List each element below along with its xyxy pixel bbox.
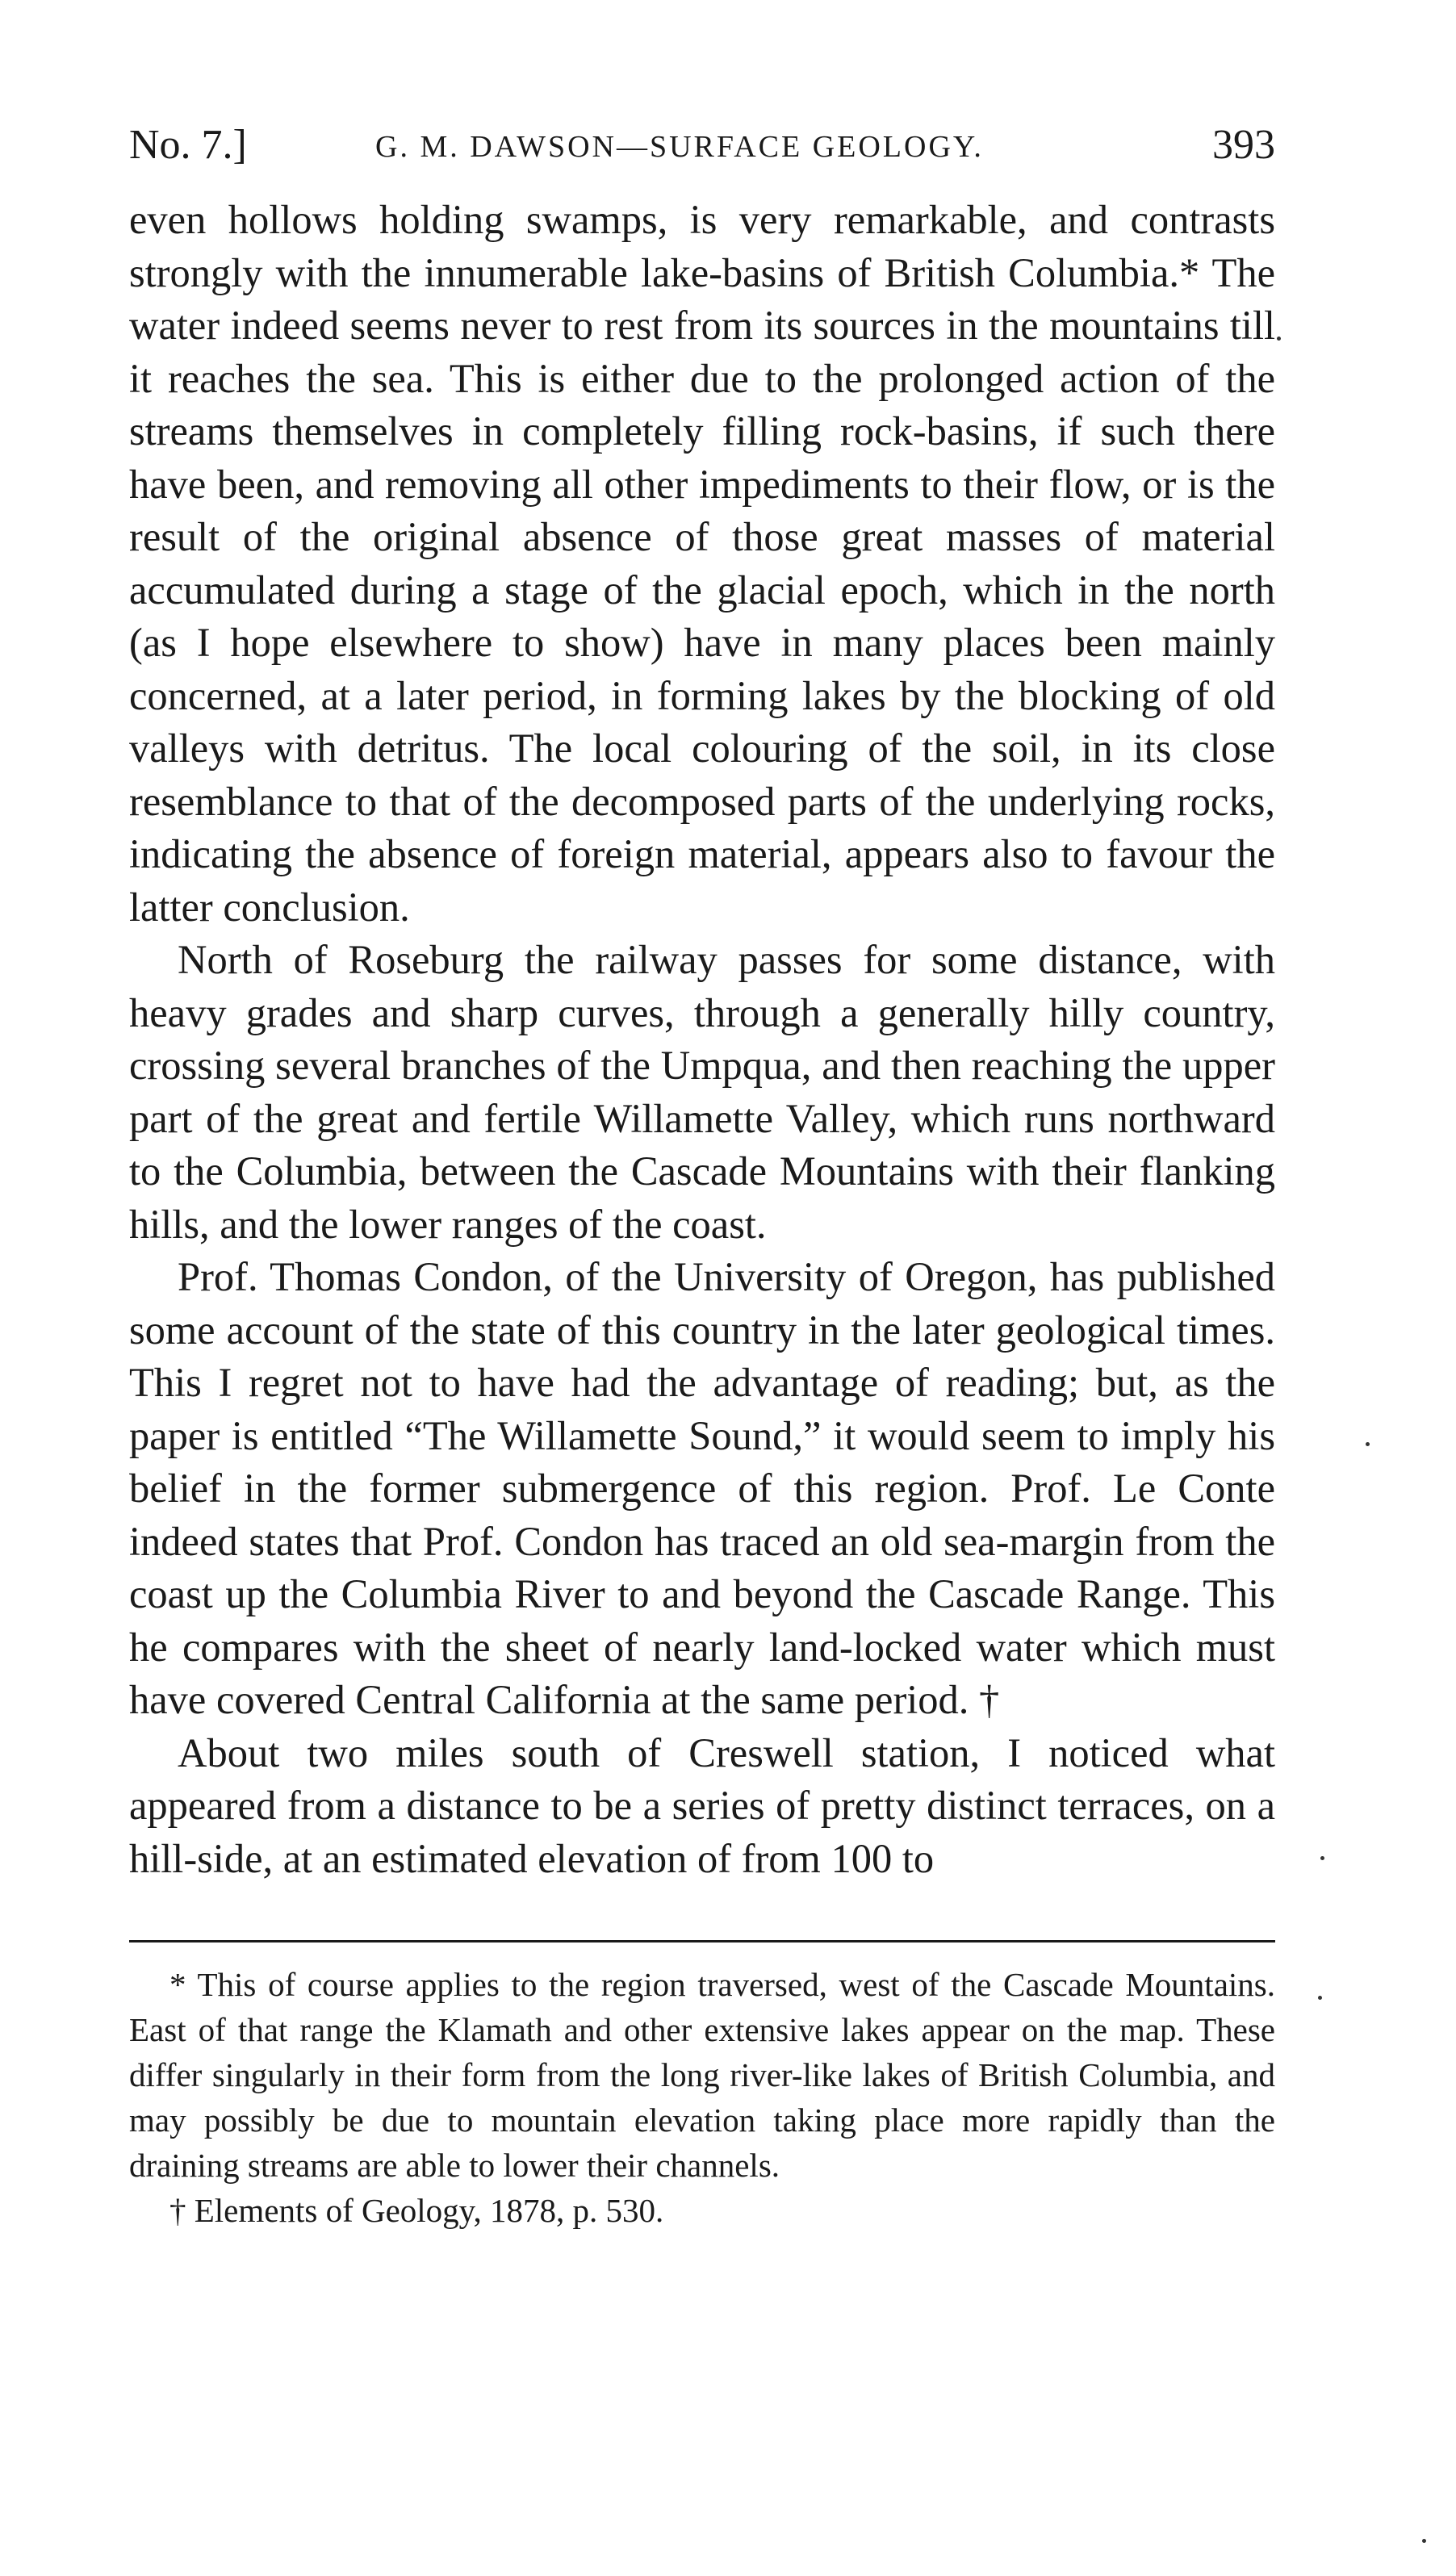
running-title: G. M. DAWSON—SURFACE GEOLOGY. [375, 130, 984, 164]
paragraph-creswell: About two miles south of Creswell station, I noticed what appeared from a distance to be a series of pretty distinct terraces, on a hill-side, at an estimated elevation of from 100 to [129, 1729, 1275, 1881]
main-text [129, 194, 1275, 1885]
paragraph-roseburg: North of Roseburg the railway passes for some distance, with heavy grades and sharp curves, through a generally hilly country, crossing several branches of the Umpqua, and then reaching the upper part of the great and fertile Willamette Valley, which runs northward to the Columbia, between the Cascade Mountains with their flanking hills, and the lower ranges of the coast. [129, 937, 1275, 1247]
issue-number: No. 7.] [129, 122, 247, 168]
footnote-dagger: † Elements of Geology, 1878, p. 530. [169, 2192, 664, 2229]
print-speck [1320, 1856, 1324, 1860]
page-number: 393 [1212, 122, 1275, 168]
footnote-rule [129, 1940, 1275, 1942]
footnote-asterisk: * This of course applies to the region traversed, west of the Cascade Mountains. East of that range the Klamath and other extensive lakes appear on the map. These differ singularly in their form from the long river-like lakes of British Columbia, and may possibly be due to mountain elevation taking place more rapidly than the draining streams are able to lower their channels. [129, 1966, 1275, 2184]
print-speck [1277, 337, 1281, 341]
print-speck [1422, 2539, 1426, 2543]
print-speck [1318, 1996, 1322, 2000]
paragraph-condon: Prof. Thomas Condon, of the University of Oregon, has published some account of the state of this country in the later geological times. This I regret not to have had the advantage of reading; but, as the paper is entitled “The Willamette Sound,” it would seem to imply his belief in the former submergence of this region. Prof. Le Conte indeed states that Prof. Condon has traced an old sea-margin from the coast up the Columbia River to and beyond the Cascade Range. This he compares with the sheet of nearly land-locked water which must have covered Central California at the same period. † [129, 1254, 1275, 1722]
paragraph-continued: even hollows holding swamps, is very remarkable, and contrasts strongly with the innumerable lake-basins of British Columbia.* The water indeed seems never to rest from its sources in the mountains till it reaches the sea. This is either due to the prolonged action of the streams themselves in completely filling rock-basins, if such there have been, and removing all other impediments to their flow, or is the result of the original absence of those great masses of material accumulated during a stage of the glacial epoch, which in the north (as I hope elsewhere to show) have in many places been mainly concerned, at a later period, in forming lakes by the blocking of old valleys with detritus. The local colouring of the soil, in its close resemblance to that of the decomposed parts of the underlying rocks, indicating the absence of foreign material, appears also to favour the latter conclusion. [129, 197, 1275, 930]
footnotes [129, 1962, 1275, 2233]
running-header [129, 121, 1275, 194]
print-speck [1366, 1442, 1370, 1446]
page [129, 121, 1275, 2233]
